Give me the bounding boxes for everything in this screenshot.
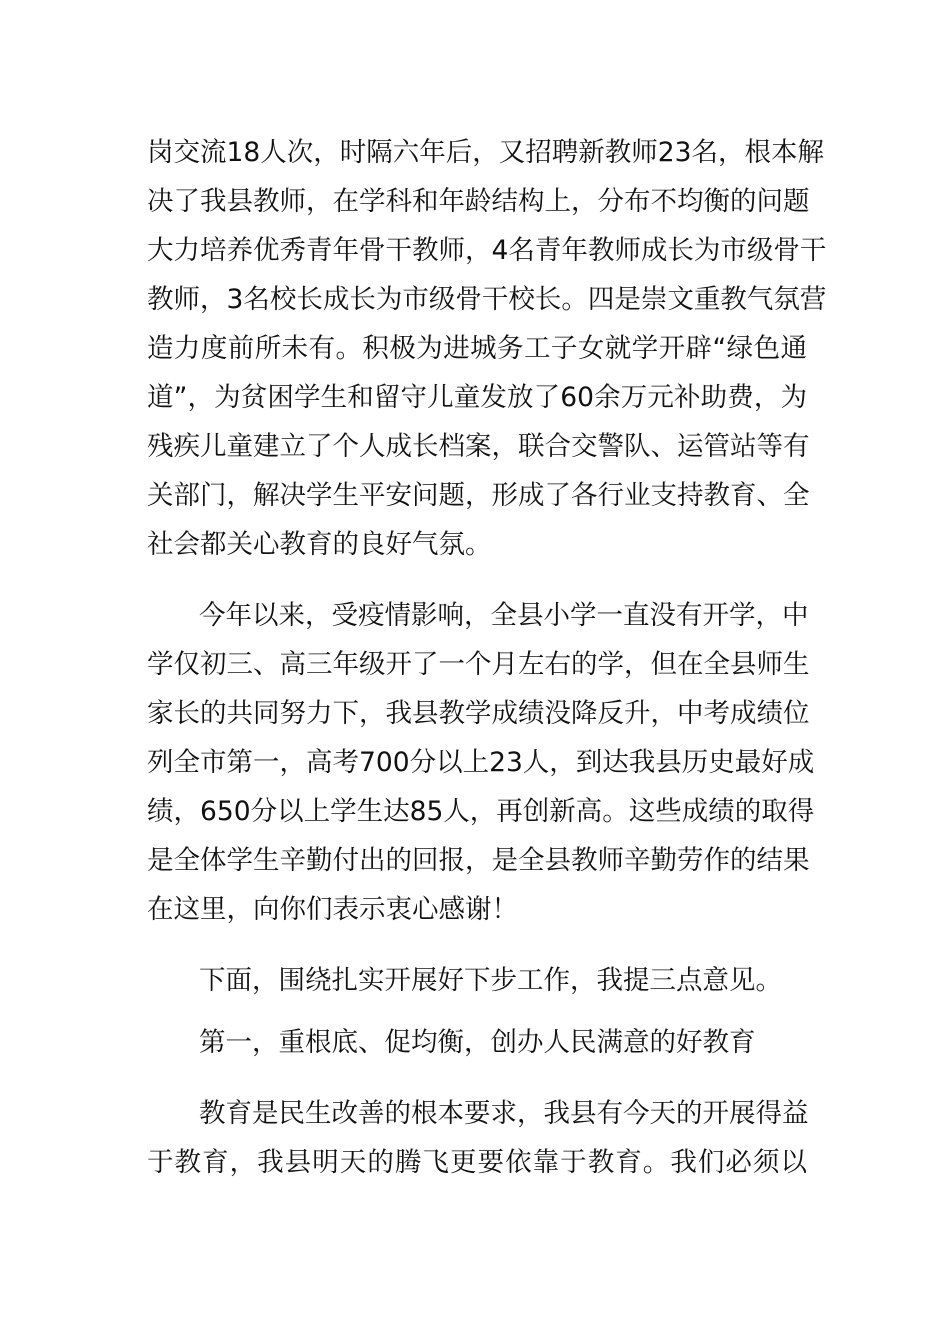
- paragraph-5-line-2: 于教育，我县明天的腾飞更要依靠于教育。我们必须以: [147, 1147, 807, 1178]
- paragraph-3-line-1: 下面，围绕扎实开展好下步工作，我提三点意见。: [199, 965, 782, 996]
- paragraph-5-line-1: 教育是民生改善的根本要求，我县有今天的开展得益: [199, 1098, 809, 1129]
- paragraph-1-line-5: 造力度前所未有。积极为进城务工子女就学开辟“绿色通: [147, 333, 807, 364]
- paragraph-2-line-7: 在这里，向你们表示衷心感谢！: [147, 894, 518, 925]
- section-heading-1: 第一，重根底、促均衡，创办人民满意的好教育: [199, 1027, 756, 1058]
- paragraph-1-line-6: 道”，为贫困学生和留守儿童发放了60余万元补助费，为: [147, 382, 807, 413]
- paragraph-1-line-9: 社会都关心教育的良好气氛。: [147, 529, 492, 560]
- paragraph-2-line-5: 绩，650分以上学生达85人，再创新高。这些成绩的取得: [147, 796, 815, 827]
- paragraph-1-line-1: 岗交流18人次，时隔六年后，又招聘新教师23名，根本解: [147, 137, 824, 168]
- paragraph-2-line-4: 列全市第一，高考700分以上23人，到达我县历史最好成: [147, 747, 815, 778]
- paragraph-2-line-3: 家长的共同努力下，我县教学成绩没降反升，中考成绩位: [147, 698, 810, 729]
- paragraph-2-line-6: 是全体学生辛勤付出的回报，是全县教师辛勤劳作的结果: [147, 845, 810, 876]
- paragraph-1-line-8: 关部门，解决学生平安问题，形成了各行业支持教育、全: [147, 480, 810, 511]
- paragraph-1-line-7: 残疾儿童建立了个人成长档案，联合交警队、运管站等有: [147, 431, 810, 462]
- paragraph-1-line-2: 决了我县教师，在学科和年龄结构上，分布不均衡的问题: [147, 186, 810, 217]
- paragraph-2-line-1: 今年以来，受疫情影响，全县小学一直没有开学，中: [199, 600, 809, 631]
- paragraph-1-line-3: 大力培养优秀青年骨干教师，4名青年教师成长为市级骨干: [147, 235, 827, 266]
- paragraph-1-line-4: 教师，3名校长成长为市级骨干校长。四是崇文重教气氛营: [147, 284, 827, 315]
- paragraph-2-line-2: 学仅初三、高三年级开了一个月左右的学，但在全县师生: [147, 649, 810, 680]
